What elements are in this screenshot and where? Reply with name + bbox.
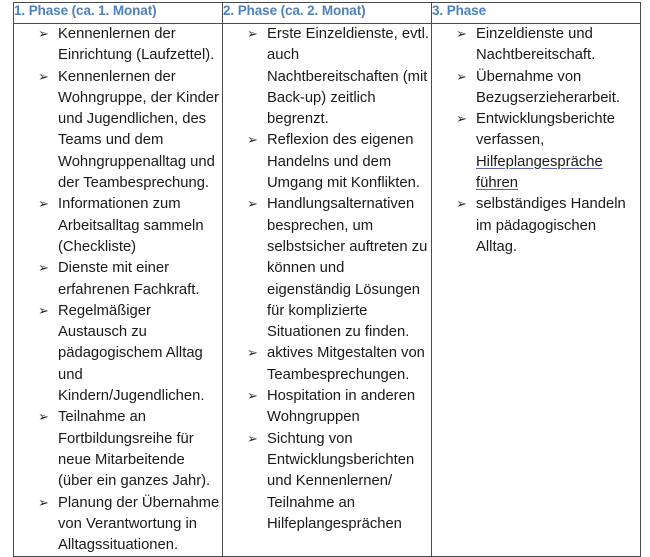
- bullet-arrow-icon: ➢: [38, 410, 49, 426]
- list-item-text-underlined: Hilfeplangespräche führen: [476, 153, 603, 192]
- column-body-phase-1: [14, 24, 223, 557]
- bullet-arrow-icon: ➢: [247, 27, 258, 42]
- bullet-arrow-icon: ➢: [38, 69, 49, 85]
- list-item-text: Planung der Übernahme von Verantwortung in Alltagssituationen.: [58, 494, 220, 554]
- bullet-arrow-icon: ➢: [38, 27, 49, 42]
- column-header-phase-1: [14, 3, 223, 24]
- list-item-text: Entwicklungsberichte verfassen,: [476, 111, 615, 149]
- column-header-label: 1. Phase (ca. 1. Monat): [14, 3, 157, 18]
- column-header-label: 3. Phase: [432, 3, 486, 18]
- bullet-arrow-icon: ➢: [456, 27, 467, 42]
- list-item: [223, 429, 431, 535]
- list-item-text: Übernahme von Bezugserzieherarbeit.: [476, 68, 620, 106]
- list-item: [223, 343, 431, 386]
- list-item: [14, 258, 222, 301]
- list-item: [223, 24, 431, 130]
- list-item-text: Handlungsalternativen besprechen, um selbstsicher auftreten zu können und eigenständig Lösungen für komplizierte Situationen zu finden.: [267, 196, 428, 341]
- list-item-text: Sichtung von Entwicklungsberichten und Kennenlernen/ Teilnahme an Hilfeplangesprächen: [267, 430, 415, 532]
- list-item-text: Reflexion des eigenen Handelns und dem Umgang mit Konflikten.: [267, 132, 420, 192]
- list-item: [14, 67, 222, 195]
- table-header-row: [14, 3, 641, 24]
- list-item: [432, 24, 640, 67]
- list-item-text: selbständiges Handeln im pädagogischen Alltag.: [476, 196, 626, 255]
- column-header-phase-3: [432, 3, 641, 24]
- list-item-text: Dienste mit einer erfahrenen Fachkraft.: [58, 260, 200, 298]
- list-item-text: Einzeldienste und Nachtbereitschaft.: [476, 26, 596, 64]
- bullet-arrow-icon: ➢: [38, 495, 49, 511]
- phase-table: [13, 2, 641, 557]
- bullet-arrow-icon: ➢: [456, 69, 467, 85]
- phase-2-list: [223, 24, 431, 535]
- phase-3-list: [432, 24, 640, 258]
- list-item: [432, 109, 640, 194]
- list-item: [223, 194, 431, 343]
- bullet-arrow-icon: ➢: [247, 389, 258, 405]
- bullet-arrow-icon: ➢: [38, 303, 49, 319]
- list-item: [14, 301, 222, 407]
- column-header-label: 2. Phase (ca. 2. Monat): [223, 3, 366, 18]
- list-item-text: Kennenlernen der Einrichtung (Laufzettel).: [58, 26, 215, 64]
- list-item: [14, 493, 222, 557]
- list-item: [14, 194, 222, 258]
- bullet-arrow-icon: ➢: [38, 261, 49, 277]
- list-item-text: Regelmäßiger Austausch zu pädagogischem Alltag und Kindern/Jugendlichen.: [58, 302, 205, 405]
- list-item: [14, 407, 222, 492]
- list-item-text: Kennenlernen der Wohngruppe, der Kinder und Jugendlichen, des Teams und dem Wohngruppenalltag und der Teambesprechung.: [58, 68, 219, 192]
- list-item: [432, 194, 640, 258]
- bullet-arrow-icon: ➢: [38, 197, 49, 213]
- column-header-phase-2: [223, 3, 432, 24]
- list-item: [14, 24, 222, 67]
- list-item-text: Teilnahme an Fortbildungsreihe für neue Mitarbeitende (über ein ganzes Jahr).: [58, 409, 211, 490]
- column-body-phase-3: [432, 24, 641, 557]
- table-body-row: [14, 24, 641, 557]
- bullet-arrow-icon: ➢: [456, 197, 467, 213]
- phase-1-list: [14, 24, 222, 556]
- list-item-text: Erste Einzeldienste, evtl. auch Nachtbereitschaften (mit Back-up) zeitlich begrenzt.: [267, 26, 430, 128]
- list-item: [223, 386, 431, 429]
- bullet-arrow-icon: ➢: [247, 346, 258, 362]
- list-item: [432, 67, 640, 110]
- bullet-arrow-icon: ➢: [247, 133, 258, 149]
- bullet-arrow-icon: ➢: [456, 112, 467, 128]
- list-item-text: Hospitation in anderen Wohngruppen: [267, 388, 416, 426]
- bullet-arrow-icon: ➢: [247, 431, 258, 447]
- bullet-arrow-icon: ➢: [247, 197, 258, 213]
- list-item-text: aktives Mitgestalten von Teambesprechungen.: [267, 345, 425, 383]
- list-item-text: Informationen zum Arbeitsalltag sammeln (Checkliste): [58, 196, 204, 255]
- column-body-phase-2: [223, 24, 432, 557]
- list-item: [223, 130, 431, 194]
